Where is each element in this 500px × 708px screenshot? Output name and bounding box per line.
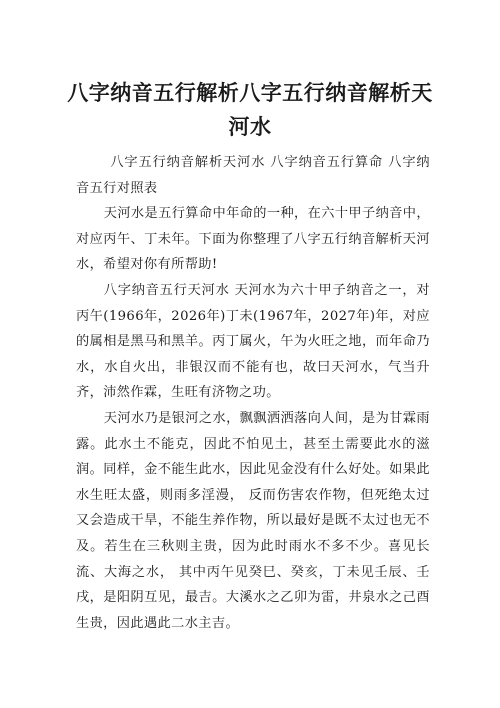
document-body: [76, 150, 430, 636]
document-title: 八字纳音五行解析八字五行纳音解析天河水: [67, 81, 433, 139]
paragraph-keywords: 八字五行纳音解析天河水 八字纳音五行算命 八字纳音五行对照表: [76, 155, 430, 196]
paragraph-intro: 天河水是五行算命中年命的一种，在六十甲子纳音中，对应丙午、丁未年。下面为你整理了八字五行纳音解析天河水，希望对你有所帮助!: [76, 206, 430, 273]
paragraph-tianhe-water: 天河水乃是银河之水，飘飘洒洒落向人间，是为甘霖雨露。此水土不能克，因此不怕见土，甚至土需要此水的滋润。同样，金不能生此水，因此见金没有什么好处。如果此水生旺太盛，则雨多淫漫， 反而伤害农作物，但死绝太过又会造成干旱，不能生养作物，所以最好是既不太过也无不及。若生在三秋则主贵，因为此时雨水不多不少。喜见长流、大海之水， 其中丙午见癸巳、癸亥，丁未见壬辰、壬戌，是阳阴互见，最吉。大溪水之乙卯为雷，井泉水之己酉生贵，因此遇此二水主吉。: [76, 410, 430, 631]
paragraph-nayin-explanation: 八字纳音五行天河水 天河水为六十甲子纳音之一，对丙午(1966年，2026年)丁未(1967年，2027年)年，对应的属相是黑马和黑羊。丙丁属火，午为火旺之地，而年命乃水，水自火出，非银汉而不能有也，故曰天河水，气当升齐，沛然作霖，生旺有济物之功。: [76, 282, 430, 401]
